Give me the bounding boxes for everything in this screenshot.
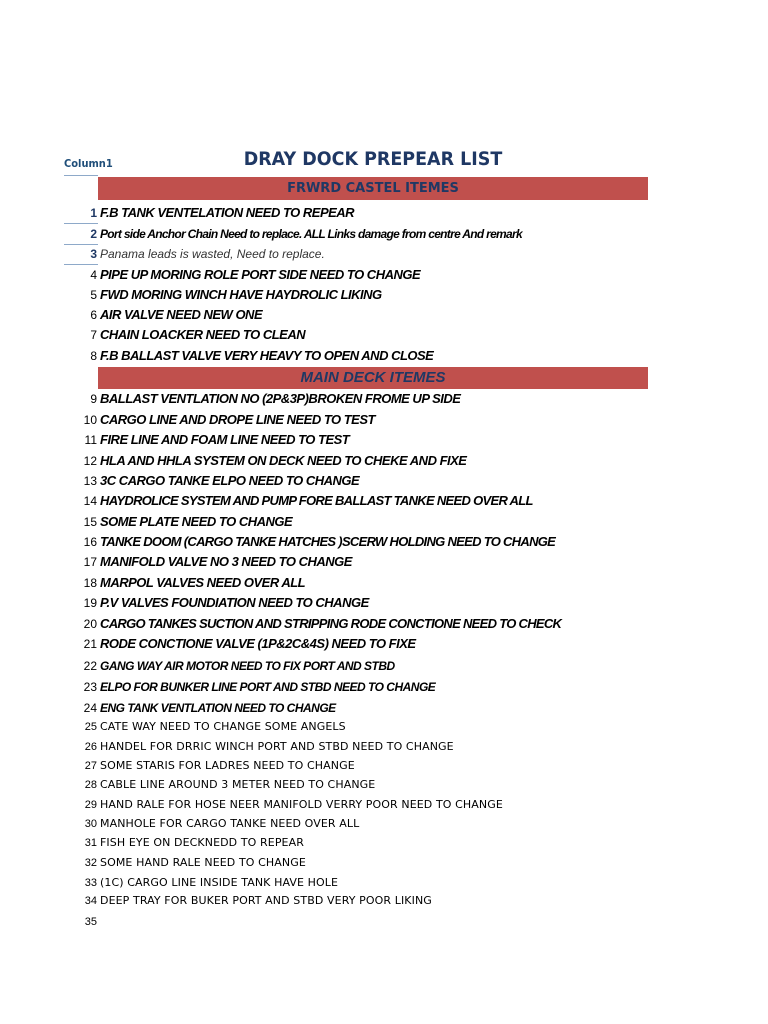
- item-number: 27: [84, 760, 97, 772]
- item-text: CHAIN LOACKER NEED TO CLEAN: [100, 327, 306, 342]
- section-label-main-deck: MAIN DECK ITEMES: [300, 369, 446, 386]
- column-header-underline: [64, 175, 98, 176]
- item-number: 31: [84, 837, 97, 849]
- item-number: 25: [84, 721, 97, 733]
- item-text: SOME PLATE NEED TO CHANGE: [100, 514, 293, 529]
- section-header-forward: [98, 177, 648, 200]
- item-text: 3C CARGO TANKE ELPO NEED TO CHANGE: [100, 473, 360, 488]
- item-text: GANG WAY AIR MOTOR NEED TO FIX PORT AND STBD: [100, 659, 395, 673]
- item-text: HAND RALE FOR HOSE NEER MANIFOLD VERRY POOR NEED TO CHANGE: [100, 798, 503, 811]
- item-text: ELPO FOR BUNKER LINE PORT AND STBD NEED TO CHANGE: [100, 680, 436, 694]
- section-label-forward: FRWRD CASTEL ITEMES: [287, 181, 459, 196]
- item-number: 10: [83, 413, 97, 427]
- item-text: F.B BALLAST VALVE VERY HEAVY TO OPEN AND CLOSE: [100, 348, 434, 363]
- item-text: MARPOL VALVES NEED OVER ALL: [100, 575, 306, 590]
- item-text: SOME STARIS FOR LADRES NEED TO CHANGE: [100, 759, 355, 772]
- item-number: 8: [90, 349, 97, 363]
- item-number: 35: [84, 916, 97, 928]
- item-number: 12: [83, 454, 97, 468]
- item-text: AIR VALVE NEED NEW ONE: [100, 307, 263, 322]
- item-text: P.V VALVES FOUNDIATION NEED TO CHANGE: [100, 595, 369, 610]
- item-number: 22: [83, 659, 97, 673]
- item-number: 29: [84, 799, 97, 811]
- item-text: Panama leads is wasted, Need to replace.: [100, 247, 325, 261]
- item-text: SOME HAND RALE NEED TO CHANGE: [100, 856, 306, 869]
- item-number: 33: [84, 877, 97, 889]
- item-text: MANHOLE FOR CARGO TANKE NEED OVER ALL: [100, 817, 360, 830]
- item-text: Port side Anchor Chain Need to replace. ALL Links damage from centre And remark: [100, 227, 522, 241]
- item-number: 16: [83, 535, 97, 549]
- item-text: PIPE UP MORING ROLE PORT SIDE NEED TO CHANGE: [100, 267, 421, 282]
- item-text: ENG TANK VENTLATION NEED TO CHANGE: [100, 701, 336, 715]
- item-number: 11: [84, 433, 97, 447]
- item-number: 1: [90, 206, 97, 220]
- item-text: BALLAST VENTLATION NO (2P&3P)BROKEN FROME UP SIDE: [100, 391, 461, 406]
- item-text: RODE CONCTIONE VALVE (1P&2C&4S) NEED TO FIXE: [100, 636, 416, 651]
- item-text: MANIFOLD VALVE NO 3 NEED TO CHANGE: [100, 554, 352, 569]
- item-text: CARGO TANKES SUCTION AND STRIPPING RODE CONCTIONE NEED TO CHECK: [100, 616, 562, 631]
- item-number: 34: [84, 895, 97, 907]
- item-number: 17: [83, 555, 97, 569]
- item-number: 15: [83, 515, 97, 529]
- item-number: 20: [83, 617, 97, 631]
- item-text: TANKE DOOM (CARGO TANKE HATCHES )SCERW HOLDING NEED TO CHANGE: [100, 534, 556, 549]
- page-title: DRAY DOCK PREPEAR LIST: [243, 148, 503, 170]
- item-number: 21: [83, 637, 97, 651]
- item-number: 2: [90, 227, 97, 241]
- item-text: HANDEL FOR DRRIC WINCH PORT AND STBD NEED TO CHANGE: [100, 740, 454, 753]
- item-number: 23: [83, 680, 97, 694]
- item-text: HAYDROLICE SYSTEM AND PUMP FORE BALLAST TANKE NEED OVER ALL: [100, 493, 533, 508]
- section-header-main-deck: [98, 367, 648, 389]
- item-text: CARGO LINE AND DROPE LINE NEED TO TEST: [100, 412, 375, 427]
- item-text: CATE WAY NEED TO CHANGE SOME ANGELS: [100, 720, 346, 733]
- item-number: 9: [90, 392, 97, 406]
- item-number: 18: [83, 576, 97, 590]
- item-number: 6: [90, 308, 97, 322]
- item-text: FWD MORING WINCH HAVE HAYDROLIC LIKING: [100, 287, 382, 302]
- item-text: DEEP TRAY FOR BUKER PORT AND STBD VERY POOR LIKING: [100, 894, 432, 907]
- item-number: 32: [84, 857, 97, 869]
- item-text: (1C) CARGO LINE INSIDE TANK HAVE HOLE: [100, 876, 339, 889]
- item-number: 14: [83, 494, 97, 508]
- item-number: 13: [83, 474, 97, 488]
- item-text: FIRE LINE AND FOAM LINE NEED TO TEST: [100, 432, 350, 447]
- item-number: 24: [83, 701, 97, 715]
- item-number: 19: [83, 596, 97, 610]
- item-number: 26: [84, 741, 97, 753]
- item-text: F.B TANK VENTELATION NEED TO REPEAR: [100, 205, 355, 220]
- item-number: 7: [90, 328, 97, 342]
- column-header: Column1: [64, 157, 113, 170]
- item-number: 3: [90, 247, 97, 261]
- item-text: HLA AND HHLA SYSTEM ON DECK NEED TO CHEKE AND FIXE: [100, 453, 467, 468]
- item-number: 30: [84, 818, 97, 830]
- item-number: 5: [90, 288, 97, 302]
- item-number: 4: [90, 268, 97, 282]
- item-number: 28: [84, 779, 97, 791]
- item-text: FISH EYE ON DECKNEDD TO REPEAR: [100, 836, 304, 849]
- item-text: CABLE LINE AROUND 3 METER NEED TO CHANGE: [100, 778, 376, 791]
